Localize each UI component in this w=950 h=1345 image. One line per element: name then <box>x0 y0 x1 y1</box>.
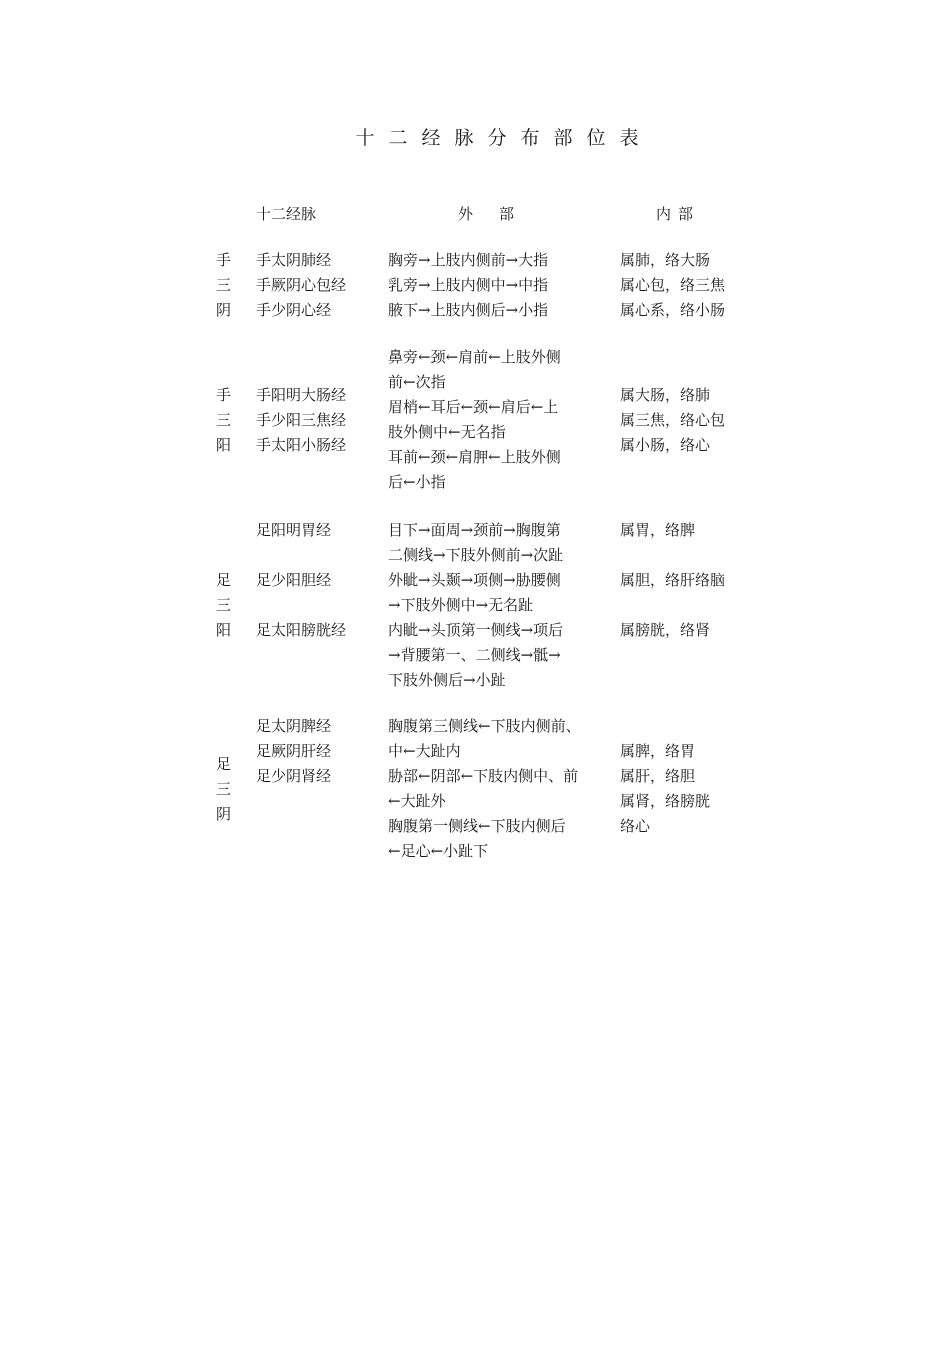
meridian-name: 手太阴肺经 <box>256 251 332 269</box>
meridian-name: 足太阳膀胱经 <box>256 621 347 639</box>
meridian-name: 足阳明胃经 <box>256 521 332 539</box>
meridian-names-shou-san-yang <box>256 383 346 458</box>
meridian-name: 足少阳胆经 <box>256 571 332 589</box>
column-header-jingmai: 十二经脉 <box>256 205 317 223</box>
external-course-zu-san-yang: 目下→面周→颈前→胸腹第 二侧线→下肢外侧前→次趾 外眦→头颞→项侧→胁腰侧 →下肢外侧中→无名趾 内眦→头顶第一侧线→项后 →背腰第一、二侧线→骶→ 下肢外侧后→小趾 <box>388 521 564 689</box>
external-course-shou-san-yin: 胸旁→上肢内侧前→大指 乳旁→上肢内侧中→中指 腋下→上肢内侧后→小指 <box>388 251 549 319</box>
internal-relation-zu-san-yang: 属胃，络脾 属胆，络肝络脑 属膀胱，络肾 <box>620 521 726 639</box>
meridian-name: 足太阴脾经 <box>256 717 332 735</box>
meridian-name: 手少阳三焦经 <box>256 411 347 429</box>
meridian-name: 足厥阴肝经 <box>256 742 332 760</box>
internal-relation-zu-san-yin: 属脾，络胃 属肝，络胆 属肾，络膀胱 络心 <box>620 742 711 835</box>
internal-relation-shou-san-yin: 属肺，络大肠 属心包，络三焦 属心系，络小肠 <box>620 251 726 319</box>
meridian-name: 手太阳小肠经 <box>256 436 347 454</box>
meridian-name: 手阳明大肠经 <box>256 386 347 404</box>
meridian-names-zu-san-yang <box>256 518 346 643</box>
meridian-name: 手厥阴心包经 <box>256 276 347 294</box>
page-title: 十二经脉分布部位表 <box>355 127 653 149</box>
meridian-names-shou-san-yin <box>256 248 346 323</box>
external-course-zu-san-yin: 胸腹第三侧线←下肢内侧前、 中←大趾内 胁部←阴部←下肢内侧中、前 ←大趾外 胸腹第一侧线←下肢内侧后 ←足心←小趾下 <box>388 717 581 860</box>
external-course-shou-san-yang: 鼻旁←颈←肩前←上肢外侧 前←次指 眉梢←耳后←颈←肩后←上 肢外侧中←无名指 耳前←颈←肩胛←上肢外侧 后←小指 <box>388 348 561 491</box>
meridian-name: 足少阴肾经 <box>256 767 332 785</box>
internal-relation-shou-san-yang: 属大肠，络肺 属三焦，络心包 属小肠，络心 <box>620 386 726 454</box>
meridian-name: 手少阴心经 <box>256 301 332 319</box>
meridian-names-zu-san-yin <box>256 714 331 789</box>
group-label-zu-san-yang: 足 三 阳 <box>216 571 232 639</box>
column-header-external: 外部 <box>458 205 541 223</box>
group-label-shou-san-yin: 手 三 阴 <box>216 251 232 319</box>
column-header-internal: 内部 <box>656 205 701 223</box>
group-label-zu-san-yin: 足 三 阴 <box>216 755 232 823</box>
group-label-shou-san-yang: 手 三 阳 <box>216 386 232 454</box>
